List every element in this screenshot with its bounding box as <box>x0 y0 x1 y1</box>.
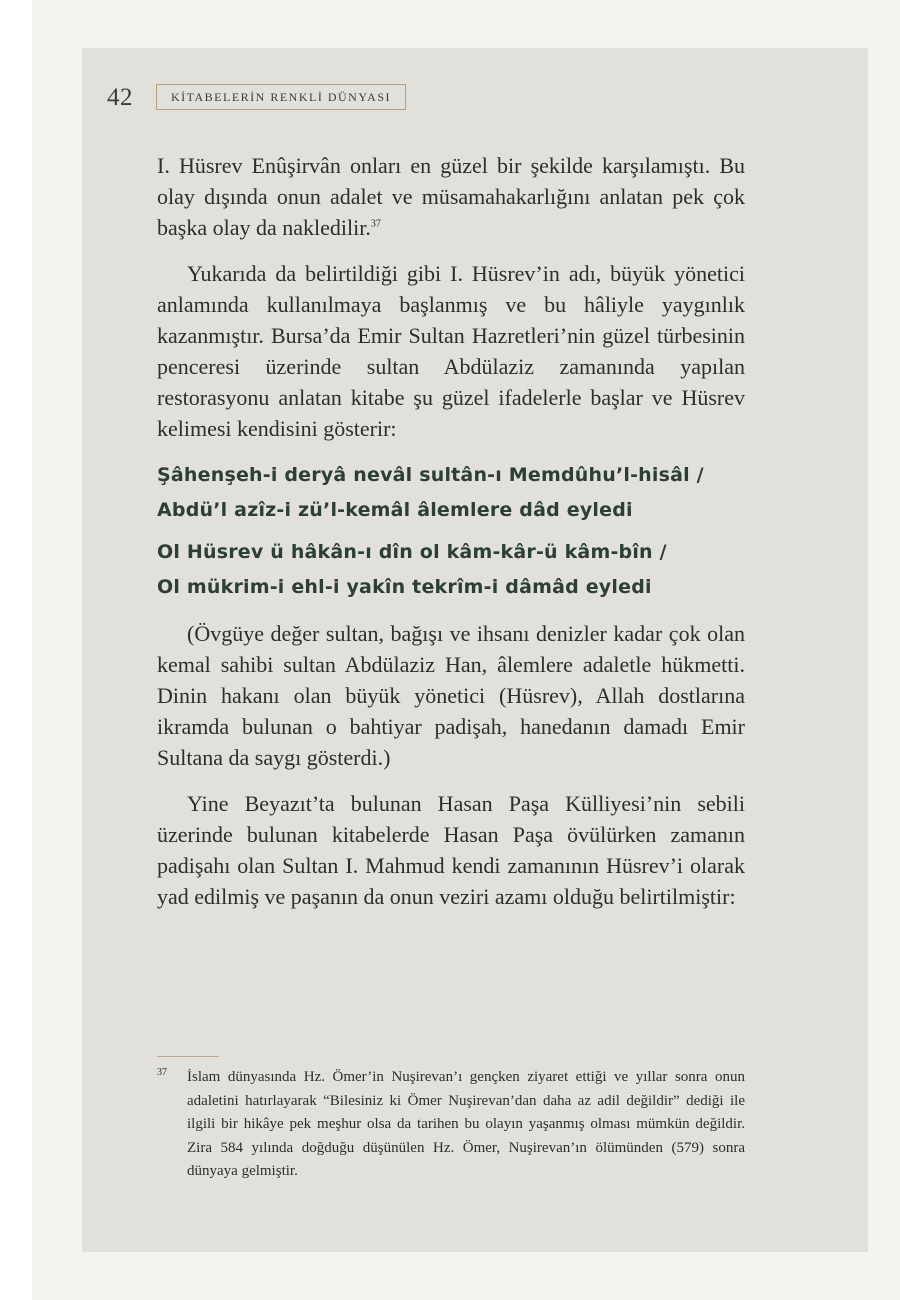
left-margin <box>0 0 32 1300</box>
running-header <box>156 84 406 110</box>
footnote-number: 37 <box>157 1067 167 1078</box>
footnote-text: İslam dünyasında Hz. Ömer’in Nuşirevan’ı gençken ziyaret ettiği ve yıllar sonra onun adaletini hatırlayarak “Bilesiniz ki Ömer Nuşirevan’dan daha az adil değildir” dediği ile ilgili bir hikâye pek meşhur olsa da tarihen bu olayın yaşanmış olması mümkün değildir. Zira 584 yılında doğduğu düşünülen Hz. Ömer, Nuşirevan’ın ölümünden (579) sonra dünyaya gelmiştir. <box>187 1069 745 1179</box>
footnote-separator <box>157 1056 219 1057</box>
footnote <box>157 1066 745 1184</box>
paragraph-2: Yukarıda da belirtildiği gibi I. Hüsrev’in adı, büyük yönetici anlamında kullanılmaya başlanmış ve bu hâliyle yaygınlık kazanmıştır. Bursa’da Emir Sultan Hazretleri’nin güzel türbesinin penceresi üzerinde sultan Abdülaziz zamanında yapılan restorasyonu anlatan kitabe şu güzel ifadelerle başlar ve Hüsrev kelimesi kendisini gösterir: <box>157 261 745 441</box>
running-title: KİTABELERİN RENKLİ DÜNYASI <box>170 89 392 104</box>
paragraph-3: (Övgüye değer sultan, bağışı ve ihsanı denizler kadar çok olan kemal sahibi sultan Abdülaziz Han, âlemlere adaletle hükmetti. Dinin hakanı olan büyük yönetici (Hüsrev), Allah dostlarına ikramda bulunan o bahtiyar padişah, hanedanın damadı Emir Sultana da saygı gösterdi.) <box>157 621 745 770</box>
verse-line: Ol Hüsrev ü hâkân-ı dîn ol kâm-kâr-ü kâm-bîn / <box>157 541 667 563</box>
paragraph-1-text: I. Hüsrev Enûşirvân onları en güzel bir şekilde karşılamıştı. Bu olay dışında onun adalet ve müsamahakarlığını anlatan pek çok başka olay da nakledilir. <box>157 153 745 240</box>
verse-couplet-1 <box>157 458 757 528</box>
verse-couplet-2 <box>157 535 757 605</box>
paragraph-4: Yine Beyazıt’ta bulunan Hasan Paşa Külliyesi’nin sebili üzerinde bulunan kitabelerde Hasan Paşa övülürken zamanın padişahı olan Sultan I. Mahmud kendi zamanının Hüsrev’i olarak yad edilmiş ve paşanın da onun veziri azamı olduğu belirtilmiştir: <box>157 791 745 909</box>
footnote-reference: 37 <box>370 218 381 230</box>
verse-line: Ol mükrim-i ehl-i yakîn tekrîm-i dâmâd eyledi <box>157 576 652 598</box>
page-number: 42 <box>107 84 133 111</box>
paragraph-1 <box>157 150 745 243</box>
verse-line: Abdü’l azîz-i zü’l-kemâl âlemlere dâd eyledi <box>157 499 633 521</box>
verse-line: Şâhenşeh-i deryâ nevâl sultân-ı Memdûhu’l-hisâl / <box>157 464 704 486</box>
